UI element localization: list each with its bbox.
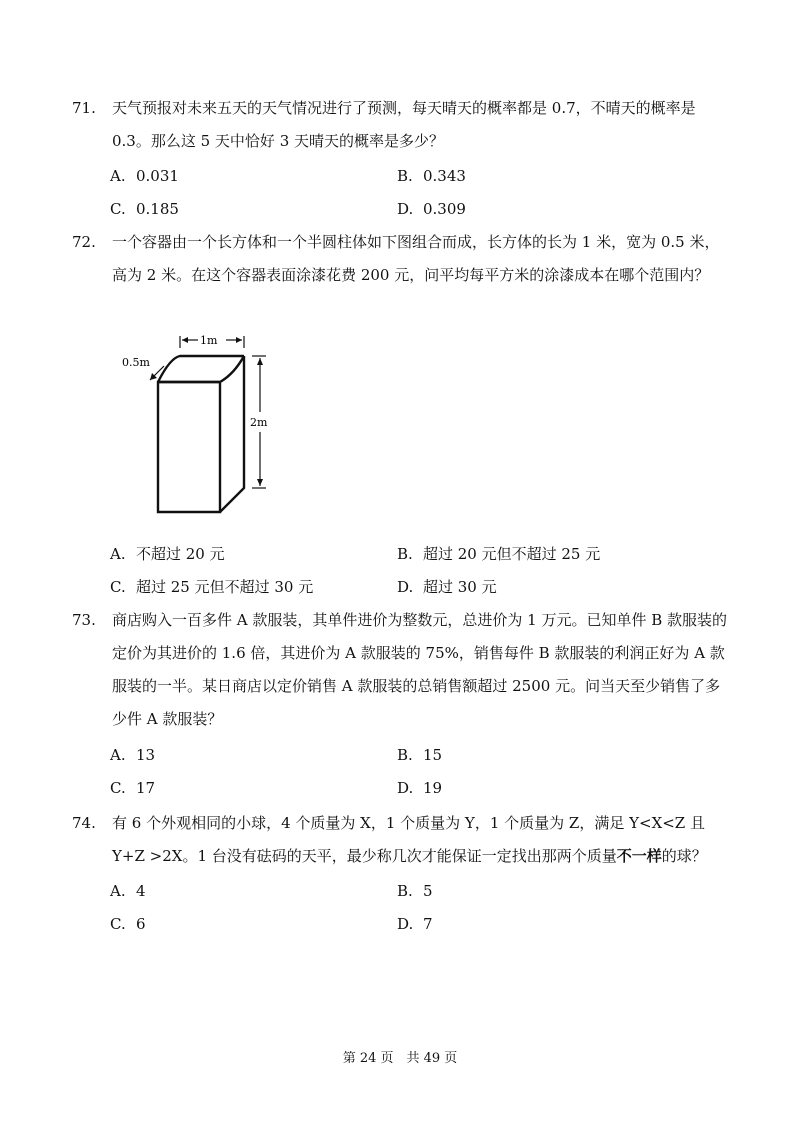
question-text: 商店购入一百多件 A 款服装，其单件进价为整数元，总进价为 1 万元。已知单件 B 款服装的定价为其进价的 1.6 倍，其进价为 A 款服装的 75%，销售每件 B 款服装的利润正好为 A 款服装的一半。某日商店以定价销售 A 款服装的总销售额超过 2500 元。问当天至少销售了多少件 A 款服装？ bbox=[112, 611, 728, 728]
question-71 bbox=[72, 92, 734, 158]
label-height: 2m bbox=[250, 416, 268, 429]
label-length: 1m bbox=[200, 334, 218, 347]
container-figure bbox=[120, 330, 290, 526]
options-72 bbox=[110, 538, 730, 604]
question-number: 71. bbox=[72, 99, 96, 117]
top-back-edge bbox=[158, 356, 244, 382]
option-d: D. 0.309 bbox=[397, 200, 466, 218]
options-73 bbox=[110, 739, 730, 805]
front-face bbox=[158, 382, 220, 512]
option-b: B. 0.343 bbox=[397, 167, 466, 185]
option-a: A. 不超过 20 元 bbox=[110, 545, 225, 563]
option-c: C. 超过 25 元但不超过 30 元 bbox=[110, 578, 314, 596]
option-b: B. 15 bbox=[397, 746, 443, 764]
question-text: 天气预报对未来五天的天气情况进行了预测，每天晴天的概率都是 0.7，不晴天的概率是 0.3。那么这 5 天中恰好 3 天晴天的概率是多少？ bbox=[112, 99, 696, 150]
question-number: 72. bbox=[72, 233, 96, 251]
emphasis-text: 不一样 bbox=[616, 847, 662, 865]
option-a: A. 0.031 bbox=[110, 167, 179, 185]
option-c: C. 6 bbox=[110, 915, 146, 933]
options-71 bbox=[110, 160, 730, 226]
option-b: B. 超过 20 元但不超过 25 元 bbox=[397, 545, 601, 563]
question-74 bbox=[72, 807, 734, 873]
page-footer: 第 24 页 共 49 页 bbox=[342, 1051, 458, 1066]
option-a: A. 4 bbox=[110, 882, 146, 900]
label-width: 0.5m bbox=[122, 356, 150, 369]
option-c: C. 0.185 bbox=[110, 200, 179, 218]
question-number: 74. bbox=[72, 814, 96, 832]
question-text: 有 6 个外观相同的小球，4 个质量为 X，1 个质量为 Y，1 个质量为 Z，满足 Y<X<Z 且 Y+Z >2X。1 台没有砝码的天平，最少称几次才能保证一定找出那两个质量不一样的球？ bbox=[112, 814, 707, 865]
option-c: C. 17 bbox=[110, 779, 156, 797]
question-number: 73. bbox=[72, 611, 96, 629]
option-d: D. 19 bbox=[397, 779, 443, 797]
option-b: B. 5 bbox=[397, 882, 433, 900]
question-text: 一个容器由一个长方体和一个半圆柱体如下图组合而成，长方体的长为 1 米，宽为 0.5 米，高为 2 米。在这个容器表面涂漆花费 200 元，问平均每平方米的涂漆成本在哪个范围内？ bbox=[112, 233, 720, 284]
question-72 bbox=[72, 226, 734, 292]
options-74 bbox=[110, 875, 730, 941]
option-d: D. 超过 30 元 bbox=[397, 578, 497, 596]
option-a: A. 13 bbox=[110, 746, 156, 764]
question-73 bbox=[72, 604, 734, 736]
option-d: D. 7 bbox=[397, 915, 433, 933]
top-curve bbox=[158, 356, 244, 382]
